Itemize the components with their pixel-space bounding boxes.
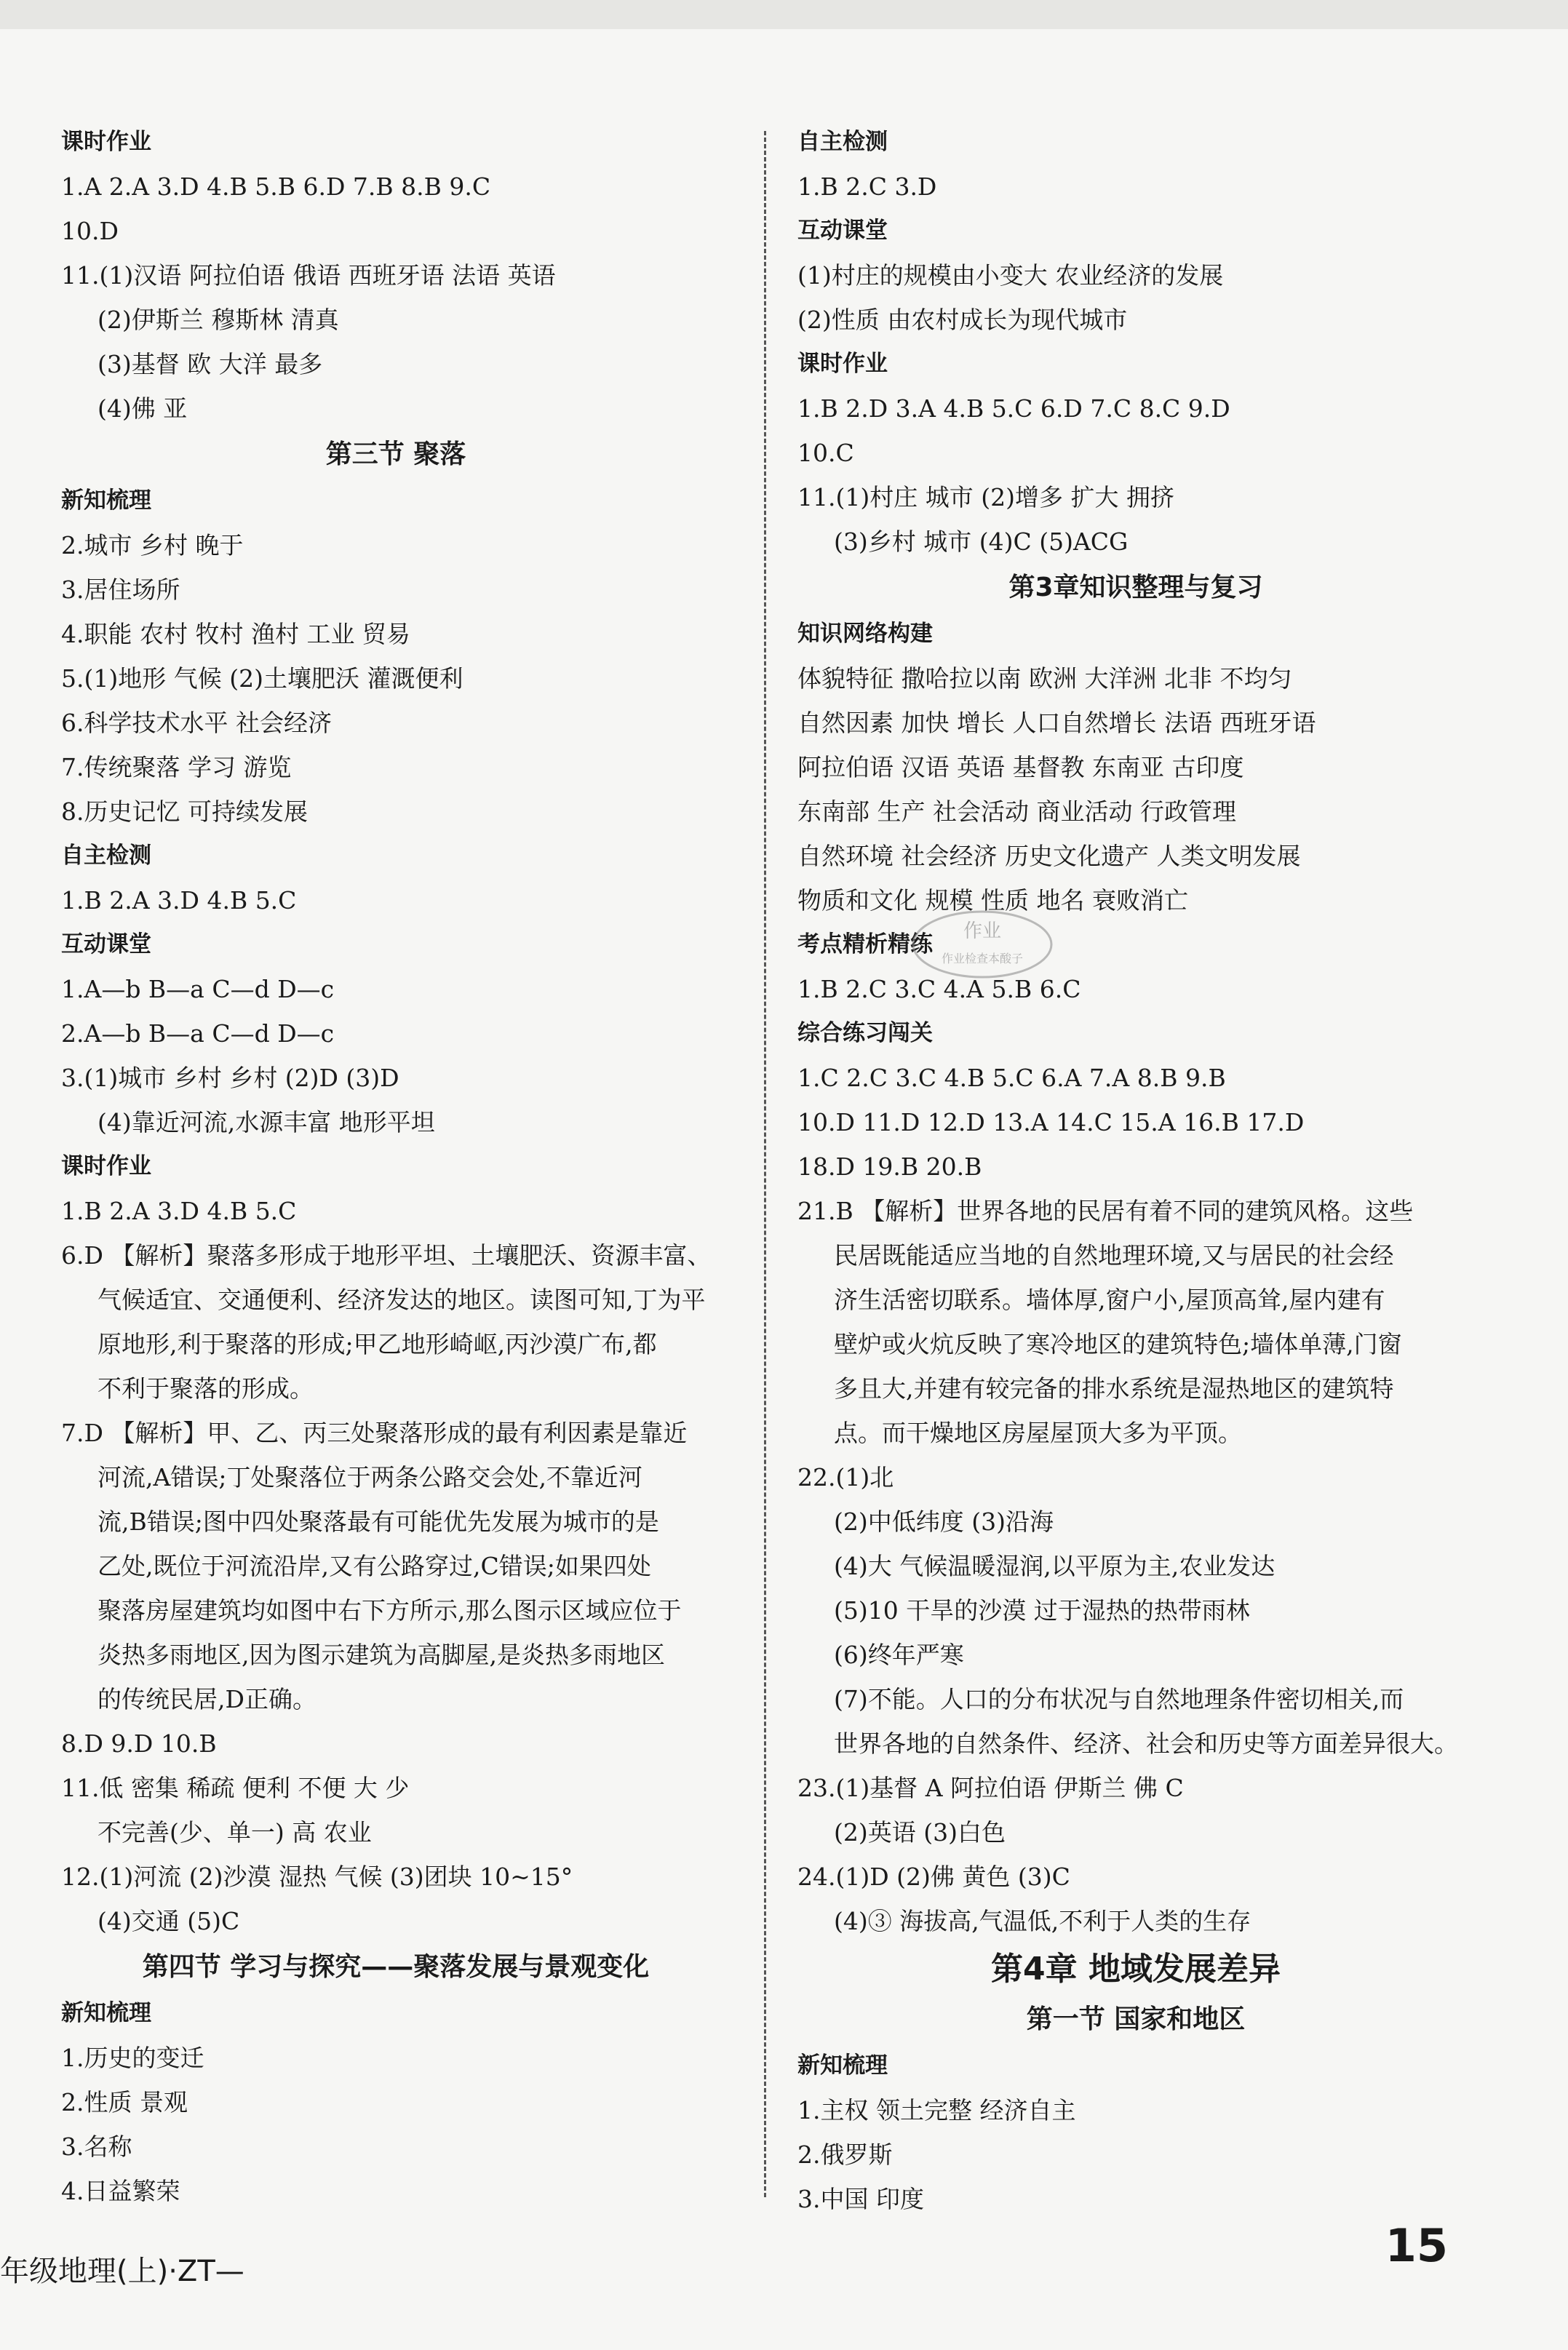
answer-line: 2.A—b B—a C—d D—c xyxy=(61,1019,335,1048)
section-title: 第一节 国家和地区 xyxy=(1026,2004,1246,2034)
answer-line: 8.历史记忆 可持续发展 xyxy=(61,797,308,826)
answer-line: 10.D 11.D 12.D 13.A 14.C 15.A 16.B 17.D xyxy=(797,1108,1305,1136)
answer-line: 6.科学技术水平 社会经济 xyxy=(61,709,332,737)
answer-line: 7.D 【解析】甲、乙、丙三处聚落形成的最有利因素是靠近 xyxy=(61,1419,688,1447)
stamp-text-1: 作业 xyxy=(963,920,1002,942)
answer-line: 7.传统聚落 学习 游览 xyxy=(61,753,292,781)
section-header: 自主检测 xyxy=(797,129,888,155)
answer-line-indented: (4)佛 亚 xyxy=(97,394,188,423)
homework-stamp-watermark xyxy=(910,908,1055,981)
answer-line-indented: 世界各地的自然条件、经济、社会和历史等方面差异很大。 xyxy=(834,1729,1458,1758)
answer-line-indented: 乙处,既位于河流沿岸,又有公路穿过,C错误;如果四处 xyxy=(97,1552,651,1580)
answer-line-indented: 气候适宜、交通便利、经济发达的地区。读图可知,丁为平 xyxy=(97,1286,706,1314)
section-header: 互动课堂 xyxy=(797,218,888,244)
section-title: 第四节 学习与探究——聚落发展与景观变化 xyxy=(142,1952,650,1982)
answer-line: 1.A—b B—a C—d D—c xyxy=(61,975,335,1003)
answer-line: 物质和文化 规模 性质 地名 衰败消亡 xyxy=(797,886,1188,915)
answer-line-indented: (2)英语 (3)白色 xyxy=(834,1818,1006,1847)
answer-line-indented: 流,B错误;图中四处聚落最有可能优先发展为城市的是 xyxy=(97,1507,659,1536)
answer-line-indented: (4)靠近河流,水源丰富 地形平坦 xyxy=(97,1108,435,1136)
column-divider xyxy=(764,131,766,2197)
answer-line-indented: 壁炉或火炕反映了寒冷地区的建筑特色;墙体单薄,门窗 xyxy=(834,1330,1402,1358)
answer-line: 23.(1)基督 A 阿拉伯语 伊斯兰 佛 C xyxy=(797,1774,1184,1802)
answer-line: 阿拉伯语 汉语 英语 基督教 东南亚 古印度 xyxy=(797,753,1244,781)
answer-line-indented: (4)大 气候温暖湿润,以平原为主,农业发达 xyxy=(834,1552,1276,1580)
answer-line-indented: 不利于聚落的形成。 xyxy=(97,1374,314,1403)
answer-line: 3.(1)城市 乡村 乡村 (2)D (3)D xyxy=(61,1064,399,1092)
answer-line: 3.名称 xyxy=(61,2132,132,2161)
answer-line-indented: 济生活密切联系。墙体厚,窗户小,屋顶高耸,屋内建有 xyxy=(834,1286,1385,1314)
answer-line-indented: 民居既能适应当地的自然地理环境,又与居民的社会经 xyxy=(834,1241,1394,1270)
answer-line-indented: (3)乡村 城市 (4)C (5)ACG xyxy=(834,527,1129,556)
stamp-text-2: 作业检查本酸子 xyxy=(941,952,1024,965)
answer-line: 11.低 密集 稀疏 便利 不便 大 少 xyxy=(61,1774,410,1802)
answer-line: 5.(1)地形 气候 (2)土壤肥沃 灌溉便利 xyxy=(61,664,463,693)
answer-line: 1.A 2.A 3.D 4.B 5.B 6.D 7.B 8.B 9.C xyxy=(61,172,491,201)
section-header: 新知梳理 xyxy=(61,2000,151,2026)
answer-line-indented: 炎热多雨地区,因为图示建筑为高脚屋,是炎热多雨地区 xyxy=(97,1641,665,1669)
answer-line-indented: (6)终年严寒 xyxy=(834,1641,964,1669)
section-header: 综合练习闯关 xyxy=(797,1020,933,1046)
section-header: 课时作业 xyxy=(61,129,151,155)
answer-line: 1.B 2.A 3.D 4.B 5.C xyxy=(61,886,297,915)
answer-line-indented: 聚落房屋建筑均如图中右下方所示,那么图示区域应位于 xyxy=(97,1596,682,1625)
section-title: 第三节 聚落 xyxy=(325,439,466,469)
answer-line: 21.B 【解析】世界各地的民居有着不同的建筑风格。这些 xyxy=(797,1197,1414,1225)
answer-line: 8.D 9.D 10.B xyxy=(61,1729,217,1758)
footer-subject: 年级地理(上)·ZT— xyxy=(0,2255,244,2288)
section-header: 课时作业 xyxy=(61,1153,151,1179)
answer-line: 24.(1)D (2)佛 黄色 (3)C xyxy=(797,1863,1070,1891)
answer-line-indented: (3)基督 欧 大洋 最多 xyxy=(97,350,323,378)
answer-line-indented: 不完善(少、单一) 高 农业 xyxy=(97,1818,372,1847)
right-column xyxy=(797,120,1474,2221)
answer-line: 1.C 2.C 3.C 4.B 5.C 6.A 7.A 8.B 9.B xyxy=(797,1064,1226,1092)
answer-line-indented: (2)中低纬度 (3)沿海 xyxy=(834,1507,1054,1536)
answer-line: 11.(1)村庄 城市 (2)增多 扩大 拥挤 xyxy=(797,483,1174,511)
answer-line: 1.历史的变迁 xyxy=(61,2044,204,2072)
section-header: 知识网络构建 xyxy=(797,621,933,647)
scan-top-band xyxy=(0,0,1568,29)
answer-line: 10.D xyxy=(61,217,119,245)
answer-line: 1.B 2.C 3.C 4.A 5.B 6.C xyxy=(797,975,1081,1003)
answer-line: 2.俄罗斯 xyxy=(797,2140,893,2169)
answer-line: 10.C xyxy=(797,439,854,467)
answer-line: 2.城市 乡村 晚于 xyxy=(61,531,244,559)
answer-line: 4.职能 农村 牧村 渔村 工业 贸易 xyxy=(61,620,410,648)
answer-line-indented: 原地形,利于聚落的形成;甲乙地形崎岖,丙沙漠广布,都 xyxy=(97,1330,657,1358)
section-header: 自主检测 xyxy=(61,843,151,869)
answer-line-indented: (2)伊斯兰 穆斯林 清真 xyxy=(97,306,339,334)
answer-line: 12.(1)河流 (2)沙漠 湿热 气候 (3)团块 10~15° xyxy=(61,1863,573,1891)
answer-line-indented: 的传统民居,D正确。 xyxy=(97,1685,317,1713)
answer-line: 18.D 19.B 20.B xyxy=(797,1152,982,1181)
section-header: 考点精析精练 xyxy=(797,931,933,957)
answer-line: 2.性质 景观 xyxy=(61,2088,188,2116)
answer-line-indented: (4)交通 (5)C xyxy=(97,1907,240,1935)
answer-line: 6.D 【解析】聚落多形成于地形平坦、土壤肥沃、资源丰富、 xyxy=(61,1241,712,1270)
answer-line: 3.居住场所 xyxy=(61,575,180,604)
answer-line-indented: (4)③ 海拔高,气温低,不利于人类的生存 xyxy=(834,1907,1251,1935)
section-header: 互动课堂 xyxy=(61,931,151,957)
answer-line-indented: (5)10 干旱的沙漠 过于湿热的热带雨林 xyxy=(834,1596,1250,1625)
answer-line: 东南部 生产 社会活动 商业活动 行政管理 xyxy=(797,797,1236,826)
answer-line: 3.中国 印度 xyxy=(797,2185,924,2213)
answer-line: 自然因素 加快 增长 人口自然增长 法语 西班牙语 xyxy=(797,709,1316,737)
answer-line: 1.主权 领土完整 经济自主 xyxy=(797,2096,1076,2124)
answer-line: 体貌特征 撒哈拉以南 欧洲 大洋洲 北非 不均匀 xyxy=(797,664,1292,693)
answer-line-indented: 河流,A错误;丁处聚落位于两条公路交会处,不靠近河 xyxy=(97,1463,642,1491)
section-header: 新知梳理 xyxy=(797,2052,888,2079)
answer-line: 4.日益繁荣 xyxy=(61,2177,180,2205)
chapter-title: 第4章 地域发展差异 xyxy=(991,1951,1281,1988)
answer-line-indented: (7)不能。人口的分布状况与自然地理条件密切相关,而 xyxy=(834,1685,1404,1713)
answer-line: 1.B 2.A 3.D 4.B 5.C xyxy=(61,1197,297,1225)
left-column xyxy=(61,120,731,2213)
answer-line: (1)村庄的规模由小变大 农业经济的发展 xyxy=(797,261,1224,290)
answer-line: 1.B 2.D 3.A 4.B 5.C 6.D 7.C 8.C 9.D xyxy=(797,394,1230,423)
section-title: 第3章知识整理与复习 xyxy=(1008,573,1263,602)
section-header: 课时作业 xyxy=(797,351,888,377)
answer-line: 1.B 2.C 3.D xyxy=(797,172,937,201)
answer-line: 22.(1)北 xyxy=(797,1463,894,1491)
answer-line-indented: 点。而干燥地区房屋屋顶大多为平顶。 xyxy=(834,1419,1242,1447)
answer-line-indented: 多且大,并建有较完备的排水系统是湿热地区的建筑特 xyxy=(834,1374,1394,1403)
page-number: 15 xyxy=(1385,2219,1448,2272)
section-header: 新知梳理 xyxy=(61,487,151,514)
answer-line: 自然环境 社会经济 历史文化遗产 人类文明发展 xyxy=(797,842,1301,870)
answer-line: 11.(1)汉语 阿拉伯语 俄语 西班牙语 法语 英语 xyxy=(61,261,556,290)
answer-line: (2)性质 由农村成长为现代城市 xyxy=(797,306,1128,334)
